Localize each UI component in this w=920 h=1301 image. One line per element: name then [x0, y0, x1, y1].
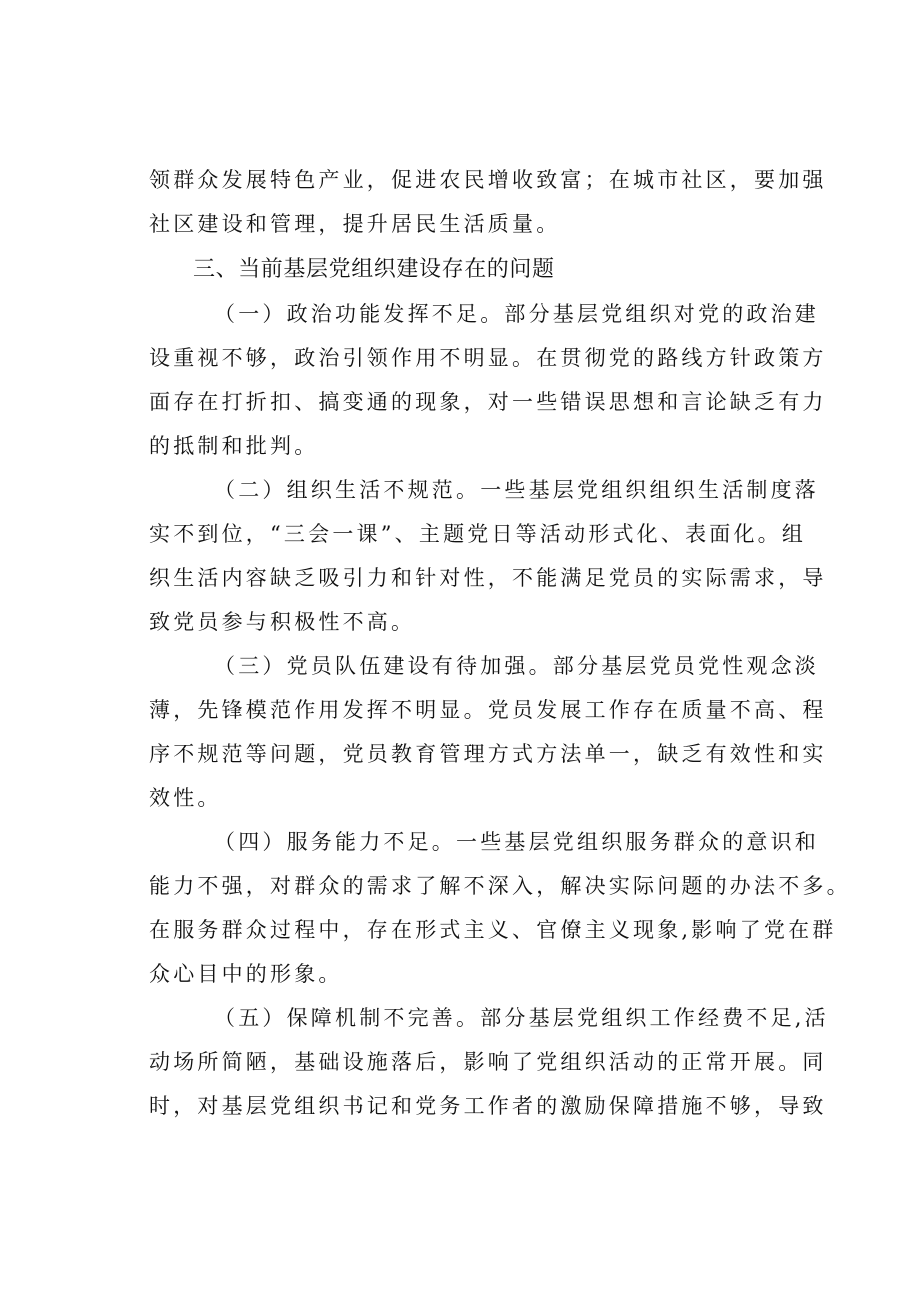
- paragraph-3-line-2: 薄，先锋模范作用发挥不明显。党员发展工作存在质量不高、程: [149, 698, 827, 722]
- paragraph-1-line-4: 的抵制和批判。: [149, 434, 319, 458]
- paragraph-3-line-4: 效性。: [149, 786, 222, 810]
- paragraph-5-line-2: 动场所简陋，基础设施落后，影响了党组织活动的正常开展。同: [149, 1050, 827, 1074]
- paragraph-3-line-1: （三）党员队伍建设有待加强。部分基层党员党性观念淡: [214, 654, 819, 678]
- paragraph-2-line-2: 实不到位，“三会一课”、主题党日等活动形式化、表面化。组: [149, 522, 807, 546]
- paragraph-1-line-2: 设重视不够，政治引领作用不明显。在贯彻党的路线方针政策方: [149, 346, 827, 370]
- section-heading: 三、当前基层党组织建设存在的问题: [193, 257, 555, 282]
- intro-line-1: 领群众发展特色产业，促进农民增收致富；在城市社区，要加强: [149, 168, 827, 192]
- paragraph-5-line-1: （五）保障机制不完善。部分基层党组织工作经费不足,活: [214, 1006, 829, 1030]
- paragraph-3-line-3: 序不规范等问题，党员教育管理方式方法单一，缺乏有效性和实: [149, 742, 827, 766]
- paragraph-2-line-1: （二）组织生活不规范。一些基层党组织组织生活制度落: [214, 478, 819, 502]
- paragraph-2-line-4: 致党员参与积极性不高。: [149, 610, 416, 634]
- paragraph-5-line-3: 时，对基层党组织书记和党务工作者的激励保障措施不够，导致: [149, 1094, 827, 1118]
- paragraph-4-line-2: 能力不强，对群众的需求了解不深入，解决实际问题的办法不多。: [149, 874, 851, 898]
- intro-line-2: 社区建设和管理，提升居民生活质量。: [149, 212, 561, 236]
- paragraph-4-line-4: 众心目中的形象。: [149, 962, 343, 986]
- paragraph-1-line-3: 面存在打折扣、搞变通的现象，对一些错误思想和言论缺乏有力: [149, 390, 827, 414]
- paragraph-2-line-3: 织生活内容缺乏吸引力和针对性，不能满足党员的实际需求，导: [149, 566, 827, 590]
- paragraph-4-line-1: （四）服务能力不足。一些基层党组织服务群众的意识和: [214, 830, 819, 854]
- paragraph-1-line-1: （一）政治功能发挥不足。部分基层党组织对党的政治建: [214, 302, 819, 326]
- paragraph-4-line-3: 在服务群众过程中，存在形式主义、官僚主义现象,影响了党在群: [149, 918, 837, 942]
